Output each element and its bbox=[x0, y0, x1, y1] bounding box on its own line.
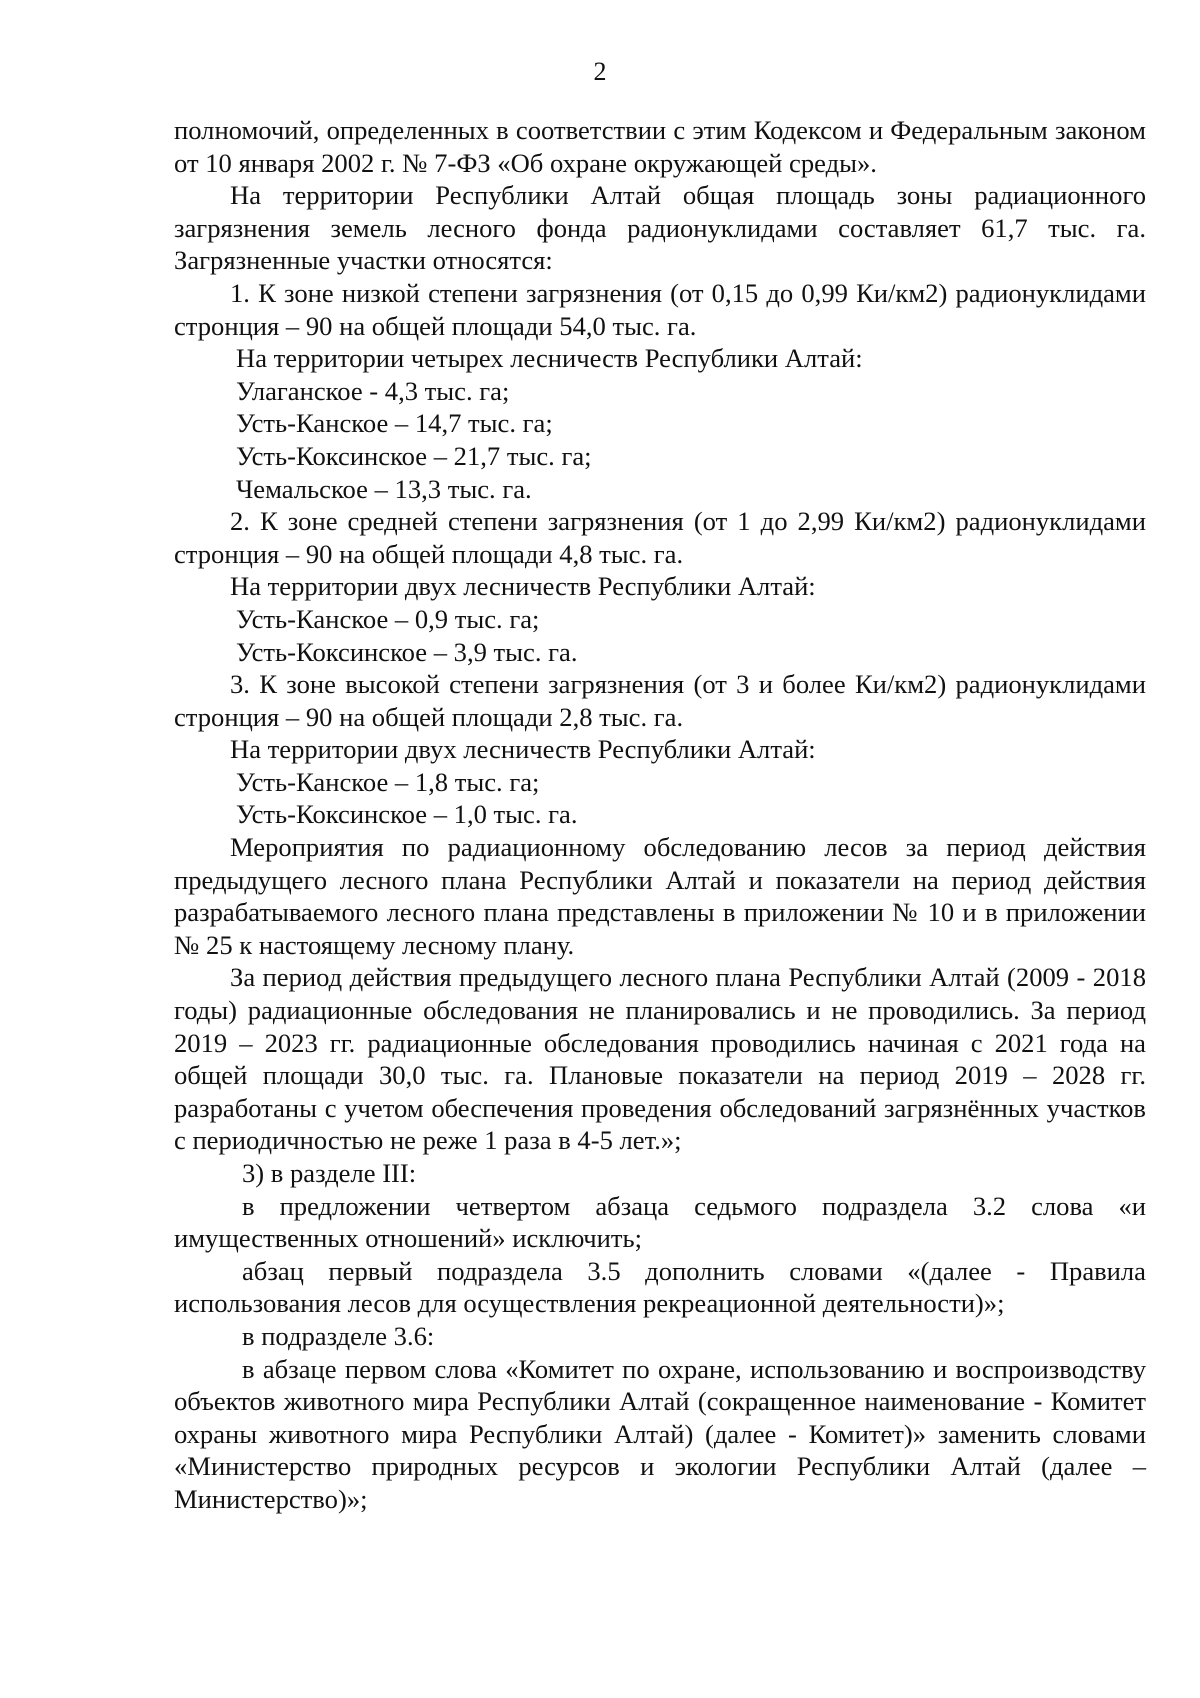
list-item: Усть-Коксинское – 3,9 тыс. га. bbox=[236, 636, 578, 667]
paragraph-subsection-3-2: в предложении четвертом абзаца седьмого подраздела 3.2 слова «и имущественных отношений» исключить; bbox=[174, 1190, 1146, 1254]
list-heading-two-forestries: На территории двух лесничеств Республики Алтай: bbox=[230, 734, 816, 765]
paragraph-section-iii: 3) в разделе III: bbox=[242, 1158, 417, 1188]
paragraph-authority: полномочий, определенных в соответствии с этим Кодексом и Федеральным законом от 10 января 2002 г. № 7-ФЗ «Об охране окружающей среды». bbox=[174, 115, 1146, 178]
list-item: Улаганское - 4,3 тыс. га; bbox=[236, 375, 510, 406]
paragraph-survey-history: За период действия предыдущего лесного плана Республики Алтай (2009 - 2018 годы) радиационные обследования не планировались и не проводились. За период 2019 – 2023 гг. радиационные обследования проводились начиная с 2021 года на общей площади 30,0 тыс. га. Плановые показатели на период 2019 – 2028 гг. разработаны с учетом обеспечения проведения обследований загрязнённых участков с периодичностью не реже 1 раза в 4-5 лет.»; bbox=[174, 962, 1146, 1156]
list-heading-four-forestries: На территории четырех лесничеств Республики Алтай: bbox=[236, 343, 863, 374]
list-item: Усть-Коксинское – 1,0 тыс. га. bbox=[236, 799, 578, 830]
paragraph-subsection-3-5: абзац первый подраздела 3.5 дополнить словами «(далее - Правила использования лесов для осуществления рекреационной деятельности)»; bbox=[174, 1255, 1146, 1319]
paragraph-high-zone: 3. К зоне высокой степени загрязнения (от 3 и более Ки/км2) радионуклидами стронция – 90 на общей площади 2,8 тыс. га. bbox=[174, 669, 1146, 732]
paragraph-contamination-area: На территории Республики Алтай общая площадь зоны радиационного загрязнения земель лесного фонда радионуклидами составляет 61,7 тыс. га. Загрязненные участки относятся: bbox=[174, 180, 1146, 276]
document-body bbox=[174, 114, 1146, 1516]
paragraph-subsection-3-6: в подразделе 3.6: bbox=[242, 1320, 435, 1351]
paragraph-survey-measures: Мероприятия по радиационному обследованию лесов за период действия предыдущего лесного плана Республики Алтай и показатели на период действия разрабатываемого лесного плана представлены в приложении № 10 и в приложении № 25 к настоящему лесному плану. bbox=[174, 832, 1146, 960]
list-item: Усть-Коксинское – 21,7 тыс. га; bbox=[236, 440, 592, 471]
page-number: 2 bbox=[593, 57, 607, 86]
list-heading-two-forestries: На территории двух лесничеств Республики Алтай: bbox=[230, 571, 816, 602]
list-item: Усть-Канское – 1,8 тыс. га; bbox=[236, 766, 540, 797]
paragraph-replace-committee: в абзаце первом слова «Комитет по охране, использованию и воспроизводству объектов животного мира Республики Алтай (сокращенное наименование - Комитет охраны животного мира Республики Алтай) (далее - Комитет)» заменить словами «Министерство природных ресурсов и экологии Республики Алтай (далее – Министерство)»; bbox=[174, 1353, 1146, 1514]
list-item: Усть-Канское – 0,9 тыс. га; bbox=[236, 603, 540, 634]
list-item: Чемальское – 13,3 тыс. га. bbox=[236, 473, 532, 504]
paragraph-low-zone: 1. К зоне низкой степени загрязнения (от 0,15 до 0,99 Ки/км2) радионуклидами стронция – 90 на общей площади 54,0 тыс. га. bbox=[174, 277, 1146, 341]
list-item: Усть-Канское – 14,7 тыс. га; bbox=[236, 408, 553, 439]
paragraph-medium-zone: 2. К зоне средней степени загрязнения (от 1 до 2,99 Ки/км2) радионуклидами стронция – 90 на общей площади 4,8 тыс. га. bbox=[174, 506, 1146, 569]
